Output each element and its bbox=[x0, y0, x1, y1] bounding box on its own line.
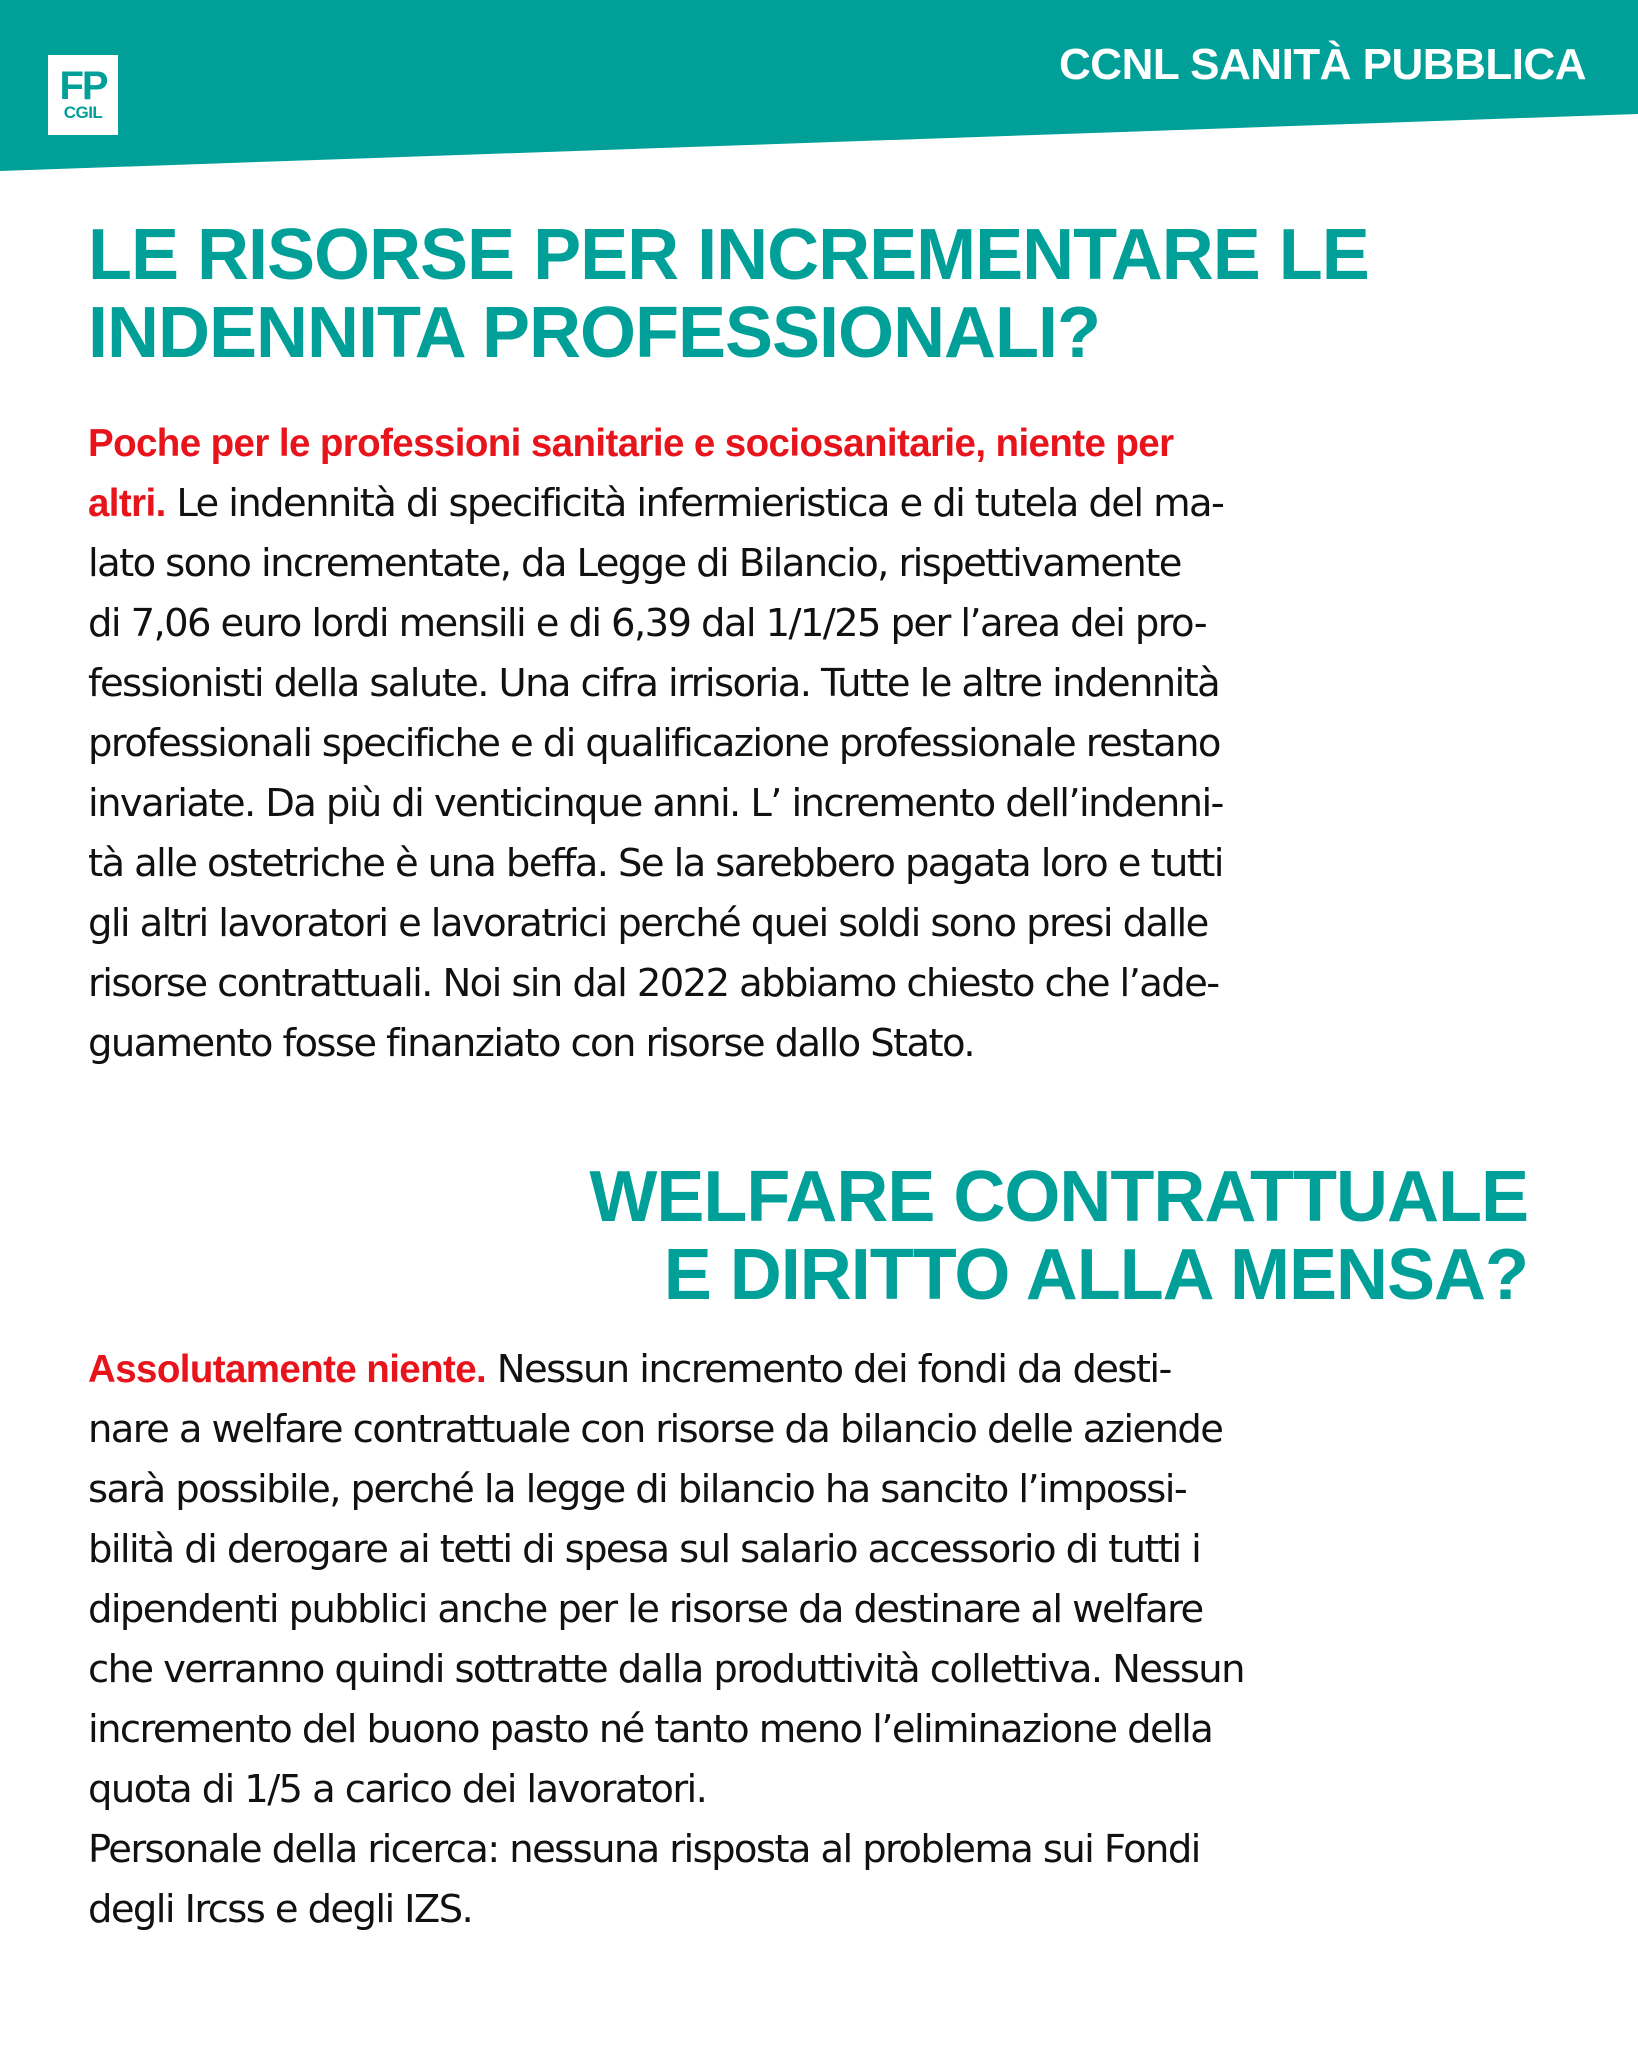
body-line: lato sono incrementate, da Legge di Bilancio, rispettivamente bbox=[88, 541, 1181, 586]
body-line: che verranno quindi sottratte dalla produttività collettiva. Nessun bbox=[88, 1647, 1244, 1692]
body-text: Le indennità di specificità infermieristica e di tutela del ma- bbox=[165, 481, 1224, 526]
body-line: tà alle ostetriche è una beffa. Se la sarebbero pagata loro e tutti bbox=[88, 841, 1223, 886]
section-2-body bbox=[88, 1340, 1578, 1940]
body-line: risorse contrattuali. Noi sin dal 2022 abbiamo chiesto che l’ade- bbox=[88, 961, 1219, 1006]
body-line: Personale della ricerca: nessuna risposta al problema sui Fondi bbox=[88, 1827, 1200, 1872]
body-line: incremento del buono pasto né tanto meno l’eliminazione della bbox=[88, 1707, 1213, 1752]
body-line: quota di 1/5 a carico dei lavoratori. bbox=[88, 1767, 707, 1812]
section-2-title bbox=[328, 1158, 1528, 1314]
section-1-title-line: INDENNITA PROFESSIONALI? bbox=[88, 293, 1101, 373]
body-line: guamento fosse finanziato con risorse dallo Stato. bbox=[88, 1021, 974, 1066]
body-line: bilità di derogare ai tetti di spesa sul salario accessorio di tutti i bbox=[88, 1527, 1201, 1572]
section-1-title bbox=[88, 216, 1588, 372]
body-line bbox=[88, 474, 1578, 534]
header-title: CCNL SANITÀ PUBBLICA bbox=[1059, 40, 1586, 89]
section-2-title-line: E DIRITTO ALLA MENSA? bbox=[663, 1235, 1528, 1315]
body-line: professionali specifiche e di qualificazione professionale restano bbox=[88, 721, 1220, 766]
body-text: Nessun incremento dei fondi da desti- bbox=[486, 1347, 1171, 1392]
lead-text: Poche per le professioni sanitarie e sociosanitarie, niente per bbox=[88, 422, 1174, 465]
body-line bbox=[88, 414, 1578, 474]
fp-cgil-logo bbox=[48, 55, 118, 135]
section-1-body bbox=[88, 414, 1578, 1074]
logo-fp-text: FP bbox=[59, 64, 107, 108]
logo-cgil-text: CGIL bbox=[63, 103, 103, 122]
body-line: degli Ircss e degli IZS. bbox=[88, 1887, 473, 1932]
body-line: invariate. Da più di venticinque anni. L’ incremento dell’indenni- bbox=[88, 781, 1223, 826]
body-line bbox=[88, 1340, 1578, 1400]
lead-text: altri. bbox=[88, 482, 166, 525]
body-line: gli altri lavoratori e lavoratrici perché quei soldi sono presi dalle bbox=[88, 901, 1208, 946]
body-line: dipendenti pubblici anche per le risorse da destinare al welfare bbox=[88, 1587, 1203, 1632]
section-2-title-line: WELFARE CONTRATTUALE bbox=[589, 1157, 1528, 1237]
section-1-title-line: LE RISORSE PER INCREMENTARE LE bbox=[88, 215, 1369, 295]
body-line: fessionisti della salute. Una cifra irrisoria. Tutte le altre indennità bbox=[88, 661, 1220, 706]
body-line: nare a welfare contrattuale con risorse da bilancio delle aziende bbox=[88, 1407, 1223, 1452]
body-line: sarà possibile, perché la legge di bilancio ha sancito l’impossi- bbox=[88, 1467, 1187, 1512]
body-line: di 7,06 euro lordi mensili e di 6,39 dal 1/1/25 per l’area dei pro- bbox=[88, 601, 1206, 646]
lead-text: Assolutamente niente. bbox=[88, 1348, 487, 1391]
